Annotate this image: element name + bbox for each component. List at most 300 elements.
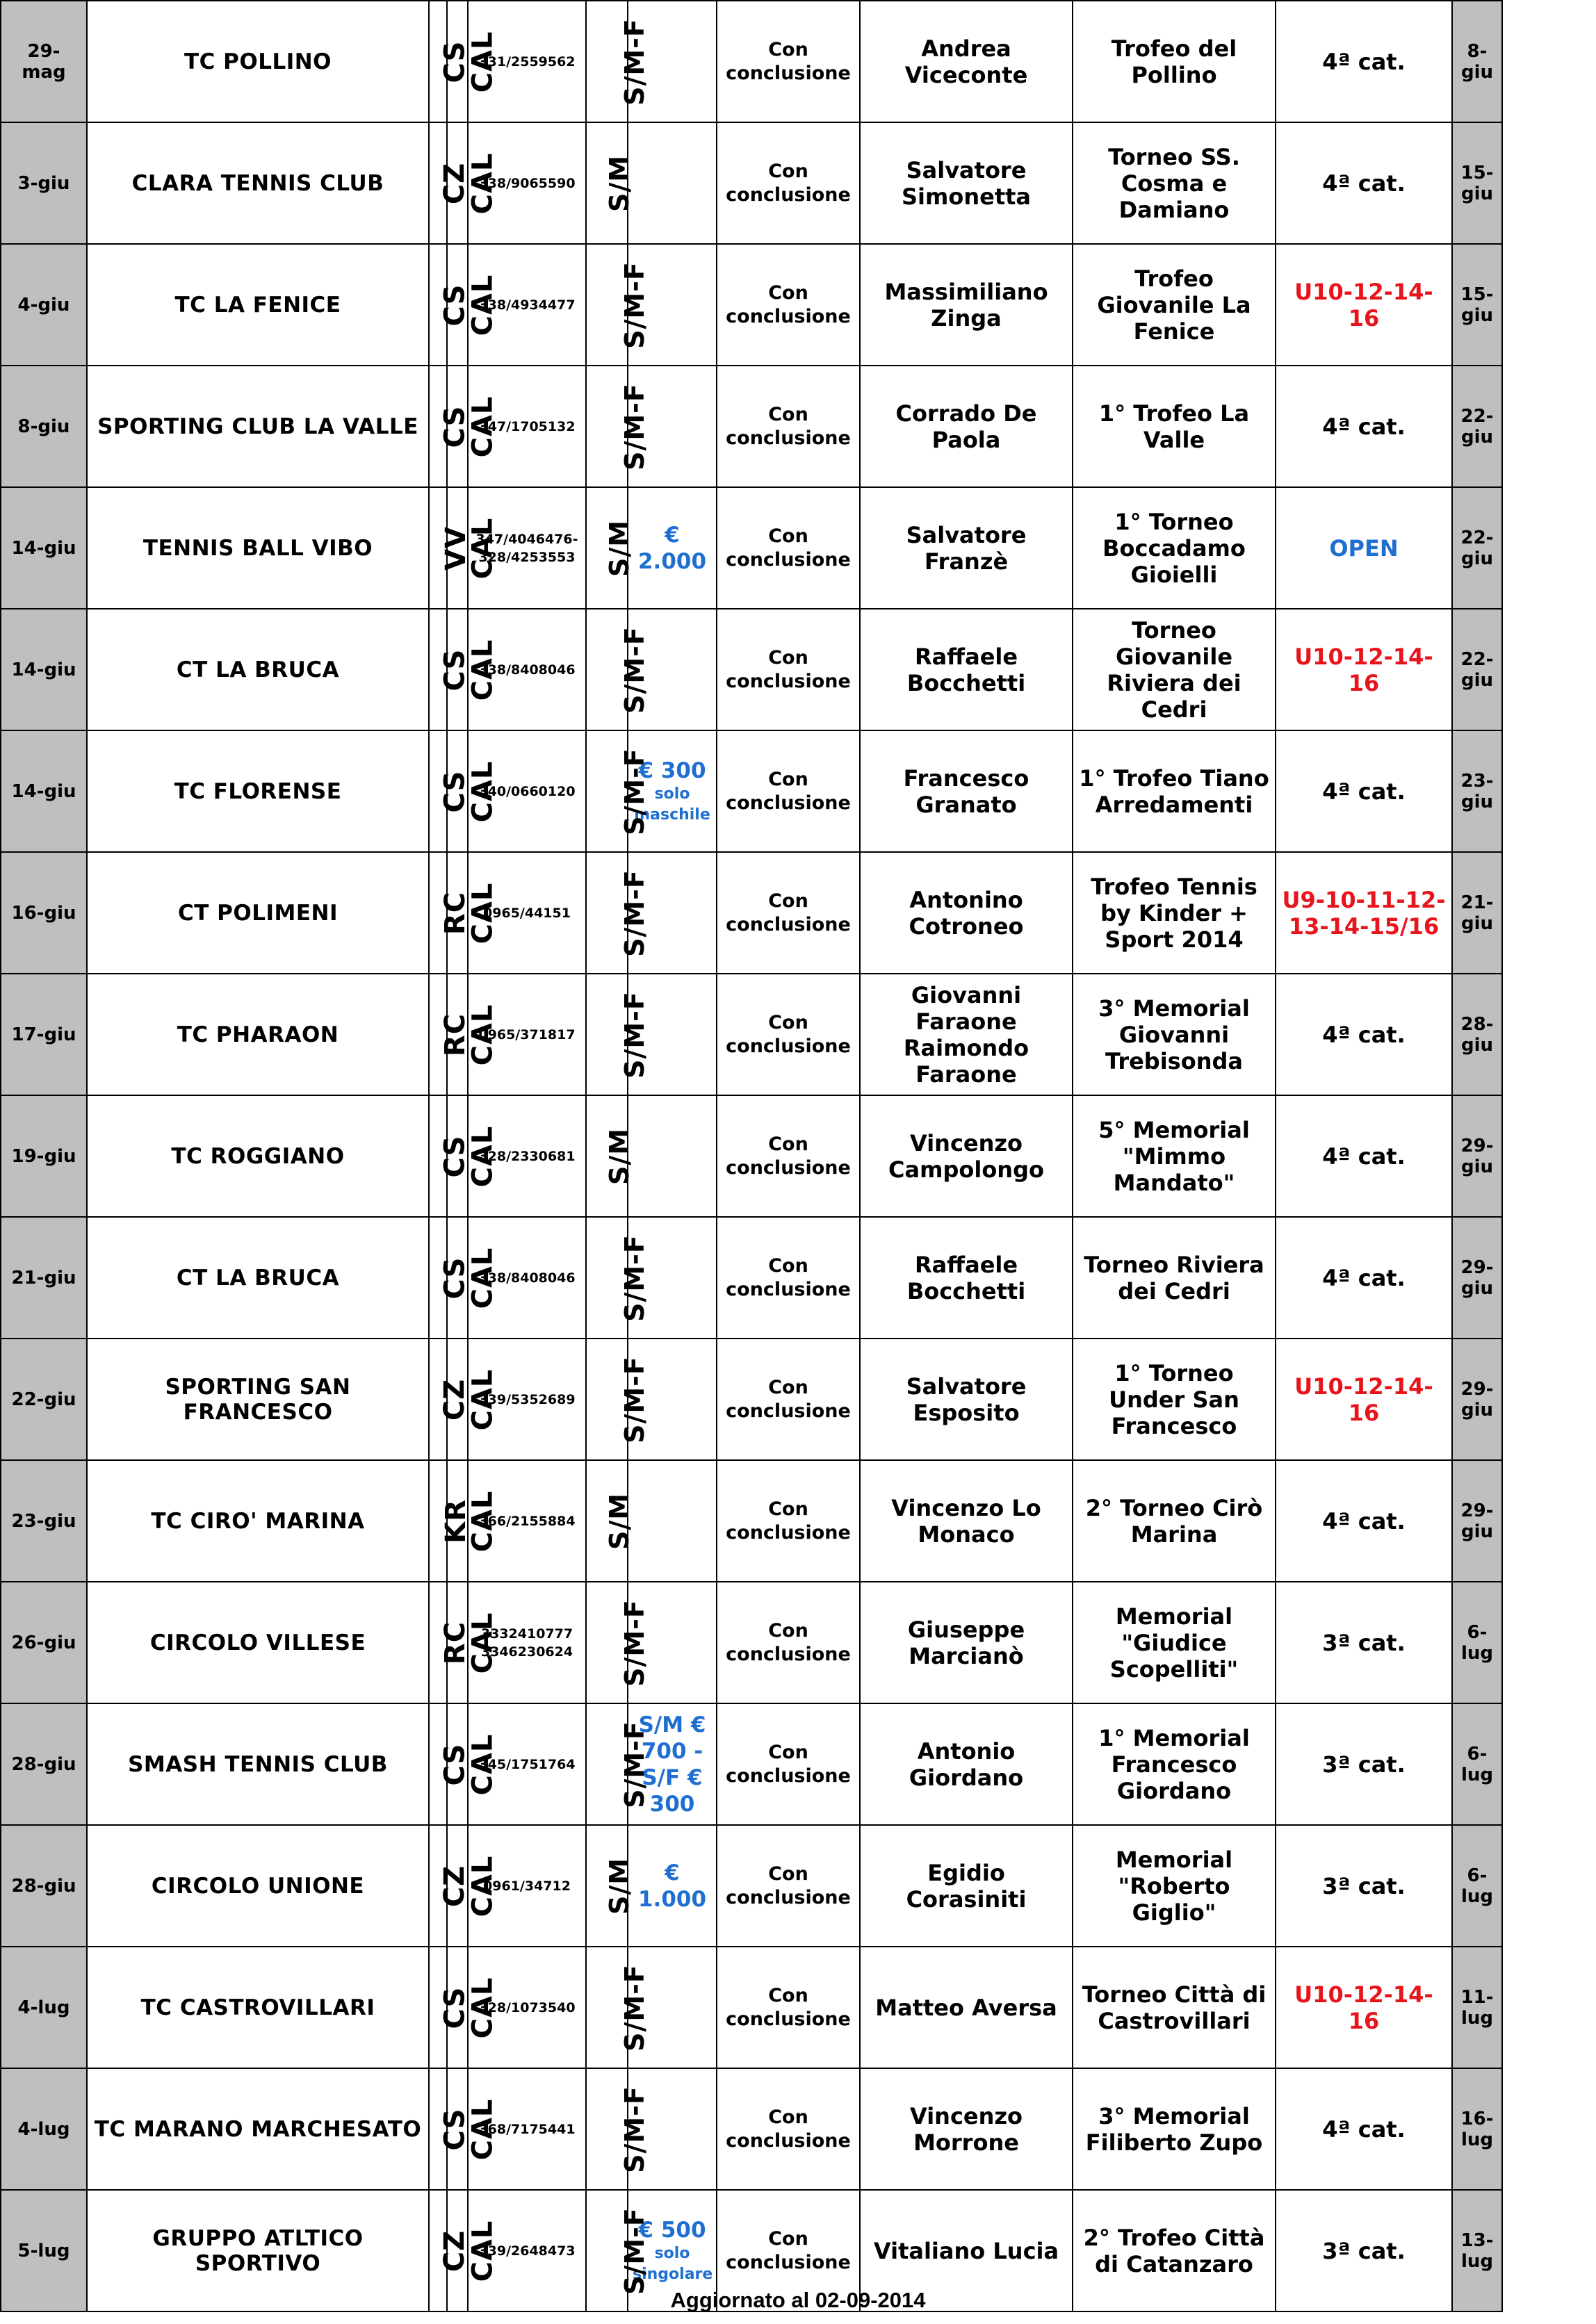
- tournament-name: Trofeo Giovanile La Fenice: [1097, 265, 1251, 345]
- club-name-cell: [87, 244, 429, 366]
- end-date: 6-lug: [1460, 1621, 1494, 1664]
- conclusion-cell: [717, 974, 860, 1095]
- tournament-director: Antonino Cotroneo: [909, 886, 1024, 940]
- tournament-name: 5° Memorial "Mimmo Mandato": [1098, 1116, 1250, 1196]
- tournament-director: Raffaele Bocchetti: [906, 643, 1026, 696]
- prize-money-cell: [628, 1825, 717, 1947]
- draw-type-cell: [586, 122, 635, 244]
- draw-type: S/M-F: [619, 625, 650, 714]
- table-row: [1, 122, 1502, 244]
- start-date-cell: [1, 852, 87, 974]
- tournament-name: Trofeo Tennis by Kinder + Sport 2014: [1091, 873, 1257, 953]
- draw-type: S/M-F: [619, 990, 650, 1079]
- end-date-cell: [1452, 1339, 1502, 1460]
- draw-type: S/M: [604, 154, 635, 212]
- tournament-name: Torneo Città di Castrovillari: [1082, 1981, 1267, 2034]
- table-row: [1, 1947, 1502, 2068]
- prize-note: solo maschile: [634, 785, 710, 824]
- region: CAL: [466, 882, 499, 944]
- category-cell: [1276, 1095, 1452, 1217]
- start-date: 5-lug: [17, 2240, 70, 2261]
- tournament-director-cell: [860, 122, 1073, 244]
- club-name-cell: [87, 1217, 429, 1339]
- tournament-name: 1° Trofeo La Valle: [1098, 400, 1250, 453]
- end-date-cell: [1452, 1460, 1502, 1582]
- tournament-director-cell: [860, 1095, 1073, 1217]
- club-name: GRUPPO ATLTICO SPORTIVO: [152, 2225, 364, 2276]
- club-name: TC CASTROVILLARI: [140, 1995, 375, 2020]
- conclusion-cell: [717, 1095, 860, 1217]
- region: CAL: [466, 1004, 499, 1065]
- tournament-director-cell: [860, 852, 1073, 974]
- prize-money-cell: [628, 487, 717, 609]
- tournament-name-cell: [1073, 730, 1276, 852]
- club-name: TENNIS BALL VIBO: [142, 535, 373, 561]
- tournament-name: 1° Torneo Under San Francesco: [1109, 1359, 1239, 1439]
- club-name: CIRCOLO UNIONE: [151, 1873, 365, 1899]
- region: CAL: [466, 1247, 499, 1309]
- start-date-cell: [1, 730, 87, 852]
- table-row: [1, 487, 1502, 609]
- end-date: 21-giu: [1460, 892, 1494, 934]
- category-cell: [1276, 1582, 1452, 1703]
- conclusion-cell: [717, 1460, 860, 1582]
- prize-money-cell: [628, 1460, 717, 1582]
- category-cell: [1276, 1947, 1452, 2068]
- end-date: 8-giu: [1460, 40, 1494, 83]
- club-name-cell: [87, 1703, 429, 1825]
- end-date-cell: [1452, 487, 1502, 609]
- tournament-name-cell: [1073, 1, 1276, 122]
- start-date-cell: [1, 1825, 87, 1947]
- start-date: 3-giu: [17, 172, 70, 194]
- category-cell: [1276, 122, 1452, 244]
- tournament-director: Egidio Corasiniti: [906, 1859, 1027, 1913]
- draw-type-cell: [586, 1825, 635, 1947]
- region: CAL: [466, 760, 499, 822]
- tournament-director: Francesco Granato: [903, 764, 1029, 818]
- table-row: [1, 852, 1502, 974]
- draw-type: S/M-F: [619, 17, 650, 106]
- end-date-cell: [1452, 1582, 1502, 1703]
- phone-number: 339/5352689: [478, 1391, 576, 1407]
- category-cell: [1276, 244, 1452, 366]
- category-cell: [1276, 1460, 1452, 1582]
- start-date: 8-giu: [17, 416, 70, 437]
- start-date: 4-lug: [17, 1997, 70, 2018]
- province: CZ: [439, 2229, 471, 2272]
- category: OPEN: [1329, 534, 1399, 562]
- start-date: 28-giu: [11, 1875, 76, 1897]
- conclusion: Con conclusione: [726, 160, 851, 206]
- region: CAL: [466, 1125, 499, 1187]
- tournament-name-cell: [1073, 1582, 1276, 1703]
- start-date-cell: [1, 1095, 87, 1217]
- conclusion-cell: [717, 609, 860, 730]
- start-date-cell: [1, 1947, 87, 2068]
- club-name: CT LA BRUCA: [176, 657, 340, 682]
- province: CS: [439, 40, 471, 83]
- region: CAL: [466, 274, 499, 336]
- draw-type: S/M-F: [619, 1234, 650, 1322]
- prize-money: € 2.000: [637, 522, 707, 574]
- start-date: 14-giu: [11, 537, 76, 559]
- table-row: [1, 974, 1502, 1095]
- club-name-cell: [87, 2068, 429, 2190]
- club-name: CIRCOLO VILLESE: [149, 1630, 366, 1655]
- category: U10-12-14-16: [1294, 643, 1433, 696]
- end-date-cell: [1452, 122, 1502, 244]
- draw-type-cell: [586, 1582, 650, 1703]
- updated-note: Aggiornato al 02-09-2014: [670, 2288, 926, 2312]
- category: 3ª cat.: [1322, 2237, 1406, 2264]
- table-row: [1, 1582, 1502, 1703]
- conclusion: Con conclusione: [726, 1498, 851, 1544]
- start-date-cell: [1, 1582, 87, 1703]
- draw-type-cell: [586, 2068, 650, 2190]
- category: U10-12-14-16: [1294, 1373, 1433, 1426]
- region: CAL: [466, 1612, 499, 1674]
- conclusion: Con conclusione: [726, 1254, 851, 1300]
- category: 4ª cat.: [1322, 778, 1406, 805]
- club-name-cell: [87, 487, 429, 609]
- tournament-name-cell: [1073, 609, 1276, 730]
- tournament-director-cell: [860, 244, 1073, 366]
- conclusion: Con conclusione: [726, 1376, 851, 1422]
- conclusion-cell: [717, 2068, 860, 2190]
- club-name: TC LA FENICE: [174, 292, 341, 318]
- end-date-cell: [1452, 852, 1502, 974]
- phone-number: 338/9065590: [478, 175, 576, 191]
- conclusion: Con conclusione: [726, 38, 851, 84]
- draw-type: S/M-F: [619, 1720, 650, 1808]
- province: CS: [439, 770, 471, 812]
- phone-number: 338/8408046: [478, 662, 576, 678]
- tournament-director-cell: [860, 730, 1073, 852]
- province-cell: [429, 609, 471, 730]
- tournament-name-cell: [1073, 244, 1276, 366]
- province: RC: [439, 1013, 472, 1056]
- club-name: SPORTING SAN FRANCESCO: [165, 1374, 351, 1425]
- province-cell: [429, 244, 471, 366]
- draw-type-cell: [586, 1460, 635, 1582]
- tournament-director: Andrea Viceconte: [904, 35, 1028, 88]
- phone-number: 3332410777 3346230624: [480, 1626, 573, 1660]
- club-name: SPORTING CLUB LA VALLE: [97, 414, 418, 439]
- conclusion-cell: [717, 1339, 860, 1460]
- table-row: [1, 1, 1502, 122]
- category: 4ª cat.: [1322, 1264, 1406, 1291]
- end-date-cell: [1452, 609, 1502, 730]
- draw-type: S/M-F: [619, 382, 650, 470]
- phone-number: 328/1073540: [478, 1999, 576, 2015]
- table-row: [1, 1339, 1502, 1460]
- start-date: 14-giu: [11, 659, 76, 680]
- conclusion-cell: [717, 1582, 860, 1703]
- draw-type: S/M-F: [619, 2207, 650, 2295]
- draw-type-cell: [586, 1095, 635, 1217]
- province-cell: [429, 1582, 472, 1703]
- club-name-cell: [87, 366, 429, 487]
- conclusion: Con conclusione: [726, 1741, 851, 1787]
- tournament-name: 1° Torneo Boccadamo Gioielli: [1102, 508, 1246, 588]
- conclusion-cell: [717, 1703, 860, 1825]
- end-date-cell: [1452, 1825, 1502, 1947]
- category-cell: [1276, 730, 1452, 852]
- region: CAL: [466, 517, 499, 579]
- province-cell: [429, 974, 472, 1095]
- club-name-cell: [87, 730, 429, 852]
- phone-number: 338/4934477: [478, 297, 576, 313]
- province: CS: [439, 2108, 471, 2150]
- end-date: 23-giu: [1460, 770, 1494, 812]
- club-name: TC POLLINO: [184, 49, 332, 74]
- category: 3ª cat.: [1322, 1629, 1406, 1656]
- province: CS: [439, 648, 471, 691]
- tournament-name: Trofeo del Pollino: [1111, 35, 1237, 88]
- tournament-name: Memorial "Roberto Giglio": [1115, 1846, 1233, 1926]
- region: CAL: [466, 2220, 499, 2282]
- draw-type-cell: [586, 974, 650, 1095]
- tournament-director-cell: [860, 366, 1073, 487]
- draw-type: S/M-F: [619, 1355, 650, 1443]
- category-cell: [1276, 852, 1452, 974]
- tournament-director-cell: [860, 1460, 1073, 1582]
- end-date: 15-giu: [1460, 284, 1494, 326]
- phone-number: 338/8408046: [478, 1270, 576, 1286]
- draw-type: S/M-F: [619, 1598, 650, 1687]
- draw-type: S/M: [604, 1857, 635, 1915]
- start-date-cell: [1, 1217, 87, 1339]
- end-date-cell: [1452, 1095, 1502, 1217]
- draw-type-cell: [586, 1703, 650, 1825]
- phone-number: 0961/34712: [483, 1878, 571, 1894]
- category: 4ª cat.: [1322, 170, 1406, 197]
- category-cell: [1276, 1703, 1452, 1825]
- phone-number: 0965/371817: [478, 1026, 576, 1042]
- conclusion: Con conclusione: [726, 403, 851, 449]
- tournament-director: Vincenzo Lo Monaco: [891, 1494, 1041, 1548]
- province-cell: [429, 730, 471, 852]
- club-name: TC FLORENSE: [174, 778, 342, 804]
- region: CAL: [466, 31, 499, 92]
- end-date-cell: [1452, 1, 1502, 122]
- category-cell: [1276, 609, 1452, 730]
- end-date-cell: [1452, 366, 1502, 487]
- start-date: 21-giu: [11, 1267, 76, 1288]
- start-date: 28-giu: [11, 1753, 76, 1775]
- phone-number: 368/7175441: [478, 2121, 576, 2137]
- conclusion-cell: [717, 366, 860, 487]
- draw-type-cell: [586, 1, 650, 122]
- tournament-name-cell: [1073, 1217, 1276, 1339]
- club-name: CLARA TENNIS CLUB: [131, 170, 384, 196]
- table-body: [1, 1, 1502, 2311]
- category: 4ª cat.: [1322, 1143, 1406, 1170]
- tournament-director-cell: [860, 609, 1073, 730]
- tournament-name-cell: [1073, 1460, 1276, 1582]
- start-date: 14-giu: [11, 780, 76, 802]
- start-date-cell: [1, 487, 87, 609]
- draw-type-cell: [586, 1339, 650, 1460]
- province: CS: [439, 1743, 471, 1785]
- tournament-director: Giuseppe Marcianò: [907, 1616, 1025, 1669]
- start-date-cell: [1, 2068, 87, 2190]
- start-date-cell: [1, 122, 87, 244]
- category: 4ª cat.: [1322, 2116, 1406, 2143]
- conclusion-cell: [717, 487, 860, 609]
- category-cell: [1276, 366, 1452, 487]
- club-name: CT POLIMENI: [177, 900, 339, 926]
- province-cell: [429, 852, 472, 974]
- province: VV: [439, 525, 472, 571]
- draw-type: S/M-F: [619, 1963, 650, 2052]
- start-date-cell: [1, 1703, 87, 1825]
- category: 4ª cat.: [1322, 1507, 1406, 1535]
- province-cell: [429, 2068, 471, 2190]
- end-date: 22-giu: [1460, 527, 1494, 569]
- conclusion-cell: [717, 1217, 860, 1339]
- province: CS: [439, 1986, 471, 2029]
- category: 3ª cat.: [1322, 1872, 1406, 1899]
- end-date: 13-lug: [1460, 2229, 1494, 2272]
- tournament-name-cell: [1073, 487, 1276, 609]
- province-cell: [429, 1703, 471, 1825]
- conclusion: Con conclusione: [726, 1619, 851, 1665]
- end-date: 22-giu: [1460, 405, 1494, 448]
- draw-type: S/M: [604, 1492, 635, 1550]
- club-name-cell: [87, 1947, 429, 2068]
- category-cell: [1276, 1217, 1452, 1339]
- start-date-cell: [1, 1460, 87, 1582]
- club-name: CT LA BRUCA: [176, 1265, 340, 1291]
- region: CAL: [466, 1855, 499, 1917]
- tournament-name: Torneo SS. Cosma e Damiano: [1108, 143, 1240, 223]
- tournament-director-cell: [860, 1217, 1073, 1339]
- club-name-cell: [87, 1825, 429, 1947]
- conclusion: Con conclusione: [726, 1984, 851, 2030]
- tournament-name-cell: [1073, 1339, 1276, 1460]
- start-date-cell: [1, 1339, 87, 1460]
- end-date: 6-lug: [1460, 1743, 1494, 1785]
- end-date: 29-giu: [1460, 1378, 1494, 1421]
- draw-type-cell: [586, 366, 650, 487]
- club-name-cell: [87, 1339, 429, 1460]
- tournament-director: Salvatore Simonetta: [901, 156, 1031, 210]
- category: U10-12-14-16: [1294, 1981, 1433, 2034]
- region: CAL: [466, 1733, 499, 1795]
- tournament-name-cell: [1073, 366, 1276, 487]
- conclusion: Con conclusione: [726, 646, 851, 692]
- start-date: 4-lug: [17, 2118, 70, 2140]
- club-name-cell: [87, 974, 429, 1095]
- draw-type-cell: [586, 244, 650, 366]
- province: CZ: [439, 1865, 471, 1907]
- tournament-name-cell: [1073, 1947, 1276, 2068]
- tournament-director-cell: [860, 1, 1073, 122]
- tournament-name-cell: [1073, 1825, 1276, 1947]
- start-date: 23-giu: [11, 1510, 76, 1532]
- category-cell: [1276, 1825, 1452, 1947]
- end-date-cell: [1452, 244, 1502, 366]
- tournament-name: Memorial "Giudice Scopelliti": [1109, 1603, 1239, 1683]
- tournament-name: 1° Trofeo Tiano Arredamenti: [1079, 764, 1269, 818]
- province-cell: [429, 1825, 471, 1947]
- end-date-cell: [1452, 1947, 1502, 2068]
- tournament-director: Vitaliano Lucia: [873, 2237, 1059, 2264]
- province-cell: [429, 122, 471, 244]
- start-date: 29-mag: [22, 40, 66, 83]
- tournament-director-cell: [860, 1703, 1073, 1825]
- region: CAL: [466, 152, 499, 214]
- club-name: TC MARANO MARCHESATO: [94, 2116, 422, 2142]
- tournament-name-cell: [1073, 852, 1276, 974]
- province: CS: [439, 1257, 471, 1299]
- phone-number: 0965/44151: [483, 905, 571, 921]
- province-cell: [429, 487, 472, 609]
- prize-money: € 1.000: [637, 1860, 707, 1912]
- province: CS: [439, 405, 471, 448]
- draw-type-cell: [586, 1947, 650, 2068]
- conclusion-cell: [717, 730, 860, 852]
- conclusion: Con conclusione: [726, 768, 851, 814]
- region: CAL: [466, 2098, 499, 2160]
- club-name-cell: [87, 1, 429, 122]
- start-date: 19-giu: [11, 1145, 76, 1167]
- category-cell: [1276, 974, 1452, 1095]
- province: CS: [439, 284, 471, 326]
- tournament-director: Salvatore Esposito: [906, 1373, 1027, 1426]
- category-cell: [1276, 2068, 1452, 2190]
- phone-number: 328/2330681: [478, 1148, 576, 1164]
- tournament-director: Giovanni Faraone Raimondo Faraone: [903, 981, 1029, 1088]
- end-date: 29-giu: [1460, 1500, 1494, 1542]
- prize-money-cell: [628, 1095, 717, 1217]
- draw-type-cell: [586, 609, 650, 730]
- prize-money: € 500: [638, 2217, 706, 2243]
- province-cell: [429, 1339, 471, 1460]
- start-date: 22-giu: [11, 1389, 76, 1410]
- category: 4ª cat.: [1322, 1021, 1406, 1048]
- phone-number: 345/1751764: [478, 1756, 576, 1772]
- club-name: TC ROGGIANO: [171, 1143, 345, 1169]
- province-cell: [429, 1460, 472, 1582]
- province-cell: [429, 1, 471, 122]
- conclusion: Con conclusione: [726, 1011, 851, 1057]
- tournament-name: Torneo Riviera dei Cedri: [1084, 1251, 1264, 1304]
- table-row: [1, 1095, 1502, 1217]
- tournament-director-cell: [860, 1825, 1073, 1947]
- club-name: TC CIRO' MARINA: [151, 1508, 365, 1534]
- conclusion-cell: [717, 1947, 860, 2068]
- table-row: [1, 1217, 1502, 1339]
- draw-type: S/M: [604, 519, 635, 577]
- table-row: [1, 2068, 1502, 2190]
- province-cell: [429, 1217, 471, 1339]
- conclusion-cell: [717, 244, 860, 366]
- conclusion-cell: [717, 852, 860, 974]
- tournament-director: Salvatore Franzè: [906, 521, 1027, 575]
- tournament-name-cell: [1073, 122, 1276, 244]
- start-date-cell: [1, 366, 87, 487]
- tournament-name-cell: [1073, 2068, 1276, 2190]
- end-date-cell: [1452, 974, 1502, 1095]
- category-cell: [1276, 1339, 1452, 1460]
- region: CAL: [466, 1977, 499, 2038]
- start-date-cell: [1, 244, 87, 366]
- province: CS: [439, 1135, 471, 1177]
- end-date: 29-giu: [1460, 1257, 1494, 1299]
